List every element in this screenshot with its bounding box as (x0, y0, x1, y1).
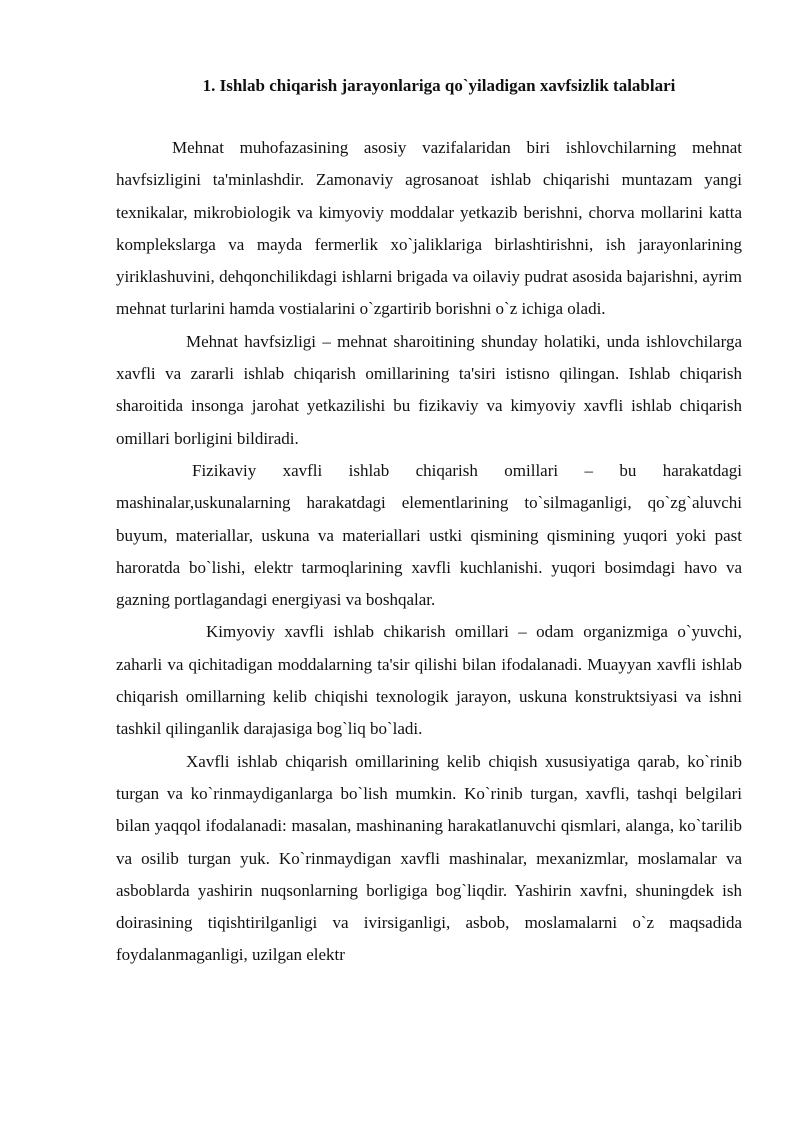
paragraph-4: Kimyoviy xavfli ishlab chikarish omillari – odam organizmiga o`yuvchi, zaharli va qichitadigan moddalarning ta'sir qilishi bilan ifodalanadi. Muayyan xavfli ishlab chiqarish omillarning kelib chiqishi texnologik jarayon, uskuna konstruktsiyasi va ishni tashkil qilinganlik darajasiga bog`liq bo`ladi. (116, 622, 742, 739)
paragraph-3: Fizikaviy xavfli ishlab chiqarish omillari – bu harakatdagi mashinalar,uskunalarning harakatdagi elementlarining to`silmaganligi, qo`zg`aluvchi buyum, materiallar, uskuna va materiallari ustki qismining qismining yuqori yoki past haroratda bo`lishi, elektr tarmoqlarining xavfli kuchlanishi. yuqori bosimdagi havo va gazning portlagandagi energiyasi va boshqalar. (116, 460, 742, 610)
document-page (116, 70, 742, 972)
paragraph-2: Mehnat havfsizligi – mehnat sharoitining shunday holatiki, unda ishlovchilarga xavfli va zararli ishlab chiqarish omillarining ta'siri istisno qilingan. Ishlab chiqarish sharoitida insonga jarohat yetkazilishi bu fizikaviy va kimyoviy xavfli ishlab chiqarish omillari borligini bildiradi. (116, 331, 742, 448)
section-heading: 1. Ishlab chiqarish jarayonlariga qo`yiladigan xavfsizlik talablari (202, 76, 676, 95)
paragraph-5: Xavfli ishlab chiqarish omillarining kelib chiqish xususiyatiga qarab, ko`rinib turgan va ko`rinmaydiganlarga bo`lish mumkin. Ko`rinib turgan, xavfli, tashqi belgilari bilan yaqqol ifodalanadi: masalan, mashinaning harakatlanuvchi qismlari, alanga, ko`tarilib va osilib turgan yuk. Ko`rinmaydigan xavfli mashinalar, mexanizmlar, moslamalar va asboblarda yashirin nuqsonlarning borligiga bog`liqdir. Yashirin xavfni, shuningdek ish doirasining tiqishtirilganligi va ivirsiganligi, asbob, moslamalarni o`z maqsadida foydalanmaganligi, uzilgan elektr (116, 751, 742, 965)
paragraph-1: Mehnat muhofazasining asosiy vazifalaridan biri ishlovchilarning mehnat havfsizligini ta'minlashdir. Zamonaviy agrosanoat ishlab chiqarishi muntazam yangi texnikalar, mikrobiologik va kimyoviy moddalar yetkazib berishni, chorva mollarini katta komplekslarga va mayda fermerlik xo`jaliklariga birlashtirishni, ish jarayonlarining yiriklashuvini, dehqonchilikdagi ishlarni brigada va oilaviy pudrat asosida bajarishni, ayrim mehnat turlarini hamda vostialarini o`zgartirib borishni o`z ichiga oladi. (116, 138, 742, 319)
